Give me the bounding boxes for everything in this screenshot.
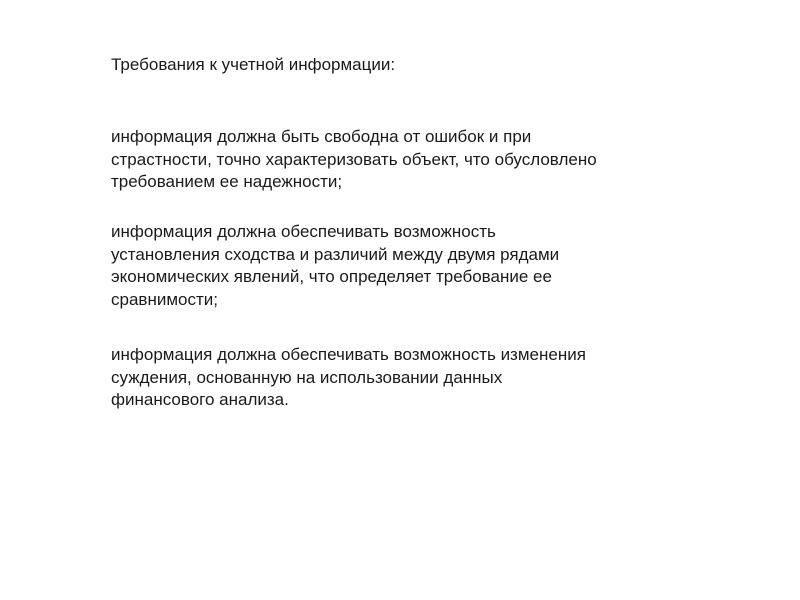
requirement-paragraph-comparability — [111, 221, 559, 311]
slide-heading: Требования к учетной информации: — [111, 55, 396, 74]
paragraph-line: страстности, точно характеризовать объект, что обусловлено — [111, 149, 597, 169]
paragraph-line: финансового анализа. — [111, 390, 289, 409]
paragraph-line: экономических явлений, что определяет требование ее — [111, 267, 552, 286]
paragraph-line: сравнимости; — [111, 289, 218, 309]
paragraph-line: информация должна быть свободна от ошибок и при — [111, 127, 532, 146]
paragraph-line: суждения, основанную на использовании данных — [111, 367, 503, 387]
paragraph-line: установления сходства и различий между двумя рядами — [111, 244, 560, 264]
requirement-paragraph-judgment — [111, 344, 586, 412]
paragraph-line: информация должна обеспечивать возможность — [111, 222, 496, 241]
requirement-paragraph-reliability — [111, 126, 597, 194]
paragraph-line: требованием ее надежности; — [111, 172, 343, 191]
paragraph-line: информация должна обеспечивать возможность изменения — [111, 345, 586, 364]
